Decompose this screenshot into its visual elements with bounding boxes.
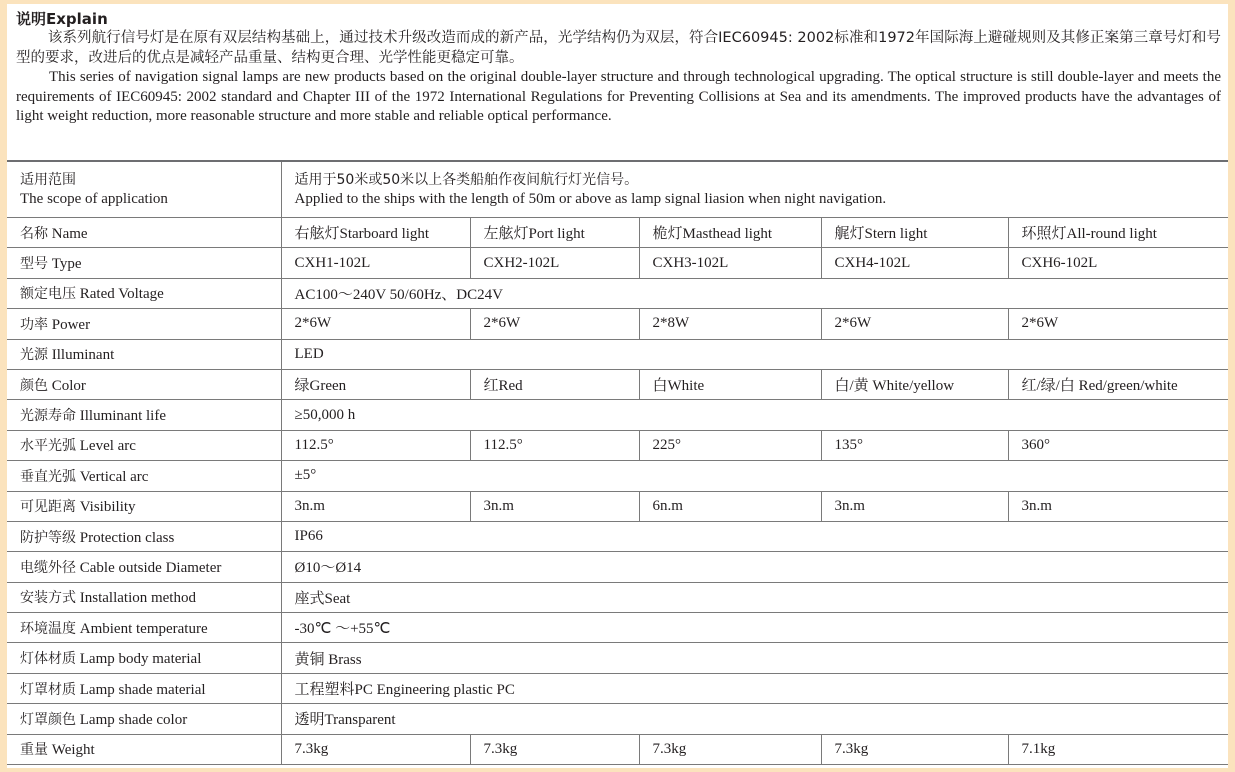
row-label — [7, 218, 281, 248]
table-cell: 7.3kg — [639, 734, 821, 764]
row-label-en: Lamp shade material — [79, 681, 206, 698]
row-label-en: Lamp shade color — [79, 711, 188, 728]
table-cell: 绿Green — [281, 369, 470, 399]
row-label-en: Rated Voltage — [79, 286, 164, 303]
row-label — [7, 400, 281, 430]
table-cell: -30℃ ～+55℃ — [281, 613, 1228, 643]
row-label — [7, 552, 281, 582]
row-label-en: Illuminant — [51, 347, 115, 364]
scope-value-en: Applied to the ships with the length of 50m or above as lamp signal liasion when night navigation. — [294, 190, 887, 207]
row-label-en: Installation method — [79, 590, 196, 607]
scope-value-cn: 适用于50米或50米以上各类船舶作夜间航行灯光信号。 — [294, 171, 639, 188]
table-row-scope — [7, 162, 1228, 218]
row-label-en: Weight — [51, 742, 95, 759]
row-label — [7, 704, 281, 734]
row-label-en: Illuminant life — [79, 408, 166, 425]
table-cell: 6n.m — [639, 491, 821, 521]
row-label — [7, 643, 281, 673]
scope-label-en: The scope of application — [20, 190, 168, 207]
table-cell: 桅灯Masthead light — [639, 218, 821, 248]
table-cell: 白/黄 White/yellow — [821, 369, 1008, 399]
row-label-cn: 额定电压 — [20, 286, 76, 303]
row-label — [7, 613, 281, 643]
table-row — [7, 248, 1228, 278]
row-label — [7, 461, 281, 491]
table-cell: 7.1kg — [1008, 734, 1228, 764]
table-cell: 2*8W — [639, 309, 821, 339]
table-cell: 112.5° — [281, 430, 470, 460]
table-cell: 2*6W — [1008, 309, 1228, 339]
table-row — [7, 673, 1228, 703]
row-label-en: Cable outside Diameter — [79, 559, 222, 576]
row-label-cn: 灯罩材质 — [20, 681, 76, 698]
row-label-en: Color — [51, 377, 86, 394]
table-cell: 工程塑料PC Engineering plastic PC — [281, 673, 1228, 703]
row-label — [7, 582, 281, 612]
row-label-en: Level arc — [79, 438, 136, 455]
table-cell: CXH4-102L — [821, 248, 1008, 278]
row-label-en: Name — [51, 225, 88, 242]
explain-title: 说明Explain — [16, 10, 108, 28]
row-label — [7, 430, 281, 460]
table-cell: 7.3kg — [470, 734, 639, 764]
explain-text-english: This series of navigation signal lamps are new products based on the original double-layer structure and through technological upgrading. The optical structure is still double-layer and meets the requirements of IEC60945: 2002 standard and Chapter III of the 1972 International Regulations for Preventing Collisions at Sea and its amendments. The improved products have the advantages of light weight reduction, more reasonable structure and more stable and reliable optical performance. — [16, 69, 1221, 124]
table-row — [7, 369, 1228, 399]
table-cell: 7.3kg — [821, 734, 1008, 764]
row-label-cn: 重量 — [20, 742, 48, 759]
table-cell: 左舷灯Port light — [470, 218, 639, 248]
table-cell: 红Red — [470, 369, 639, 399]
row-label-en: Protection class — [79, 529, 175, 546]
row-label — [7, 278, 281, 308]
row-label-cn: 名称 — [20, 225, 48, 242]
row-label-cn: 光源 — [20, 347, 48, 364]
row-label-cn: 灯体材质 — [20, 651, 76, 668]
table-cell: 2*6W — [821, 309, 1008, 339]
table-cell: 3n.m — [821, 491, 1008, 521]
row-label-cn: 光源寿命 — [20, 408, 76, 425]
table-cell: 右舷灯Starboard light — [281, 218, 470, 248]
row-label-en: Visibility — [79, 499, 136, 516]
row-label-cn: 颜色 — [20, 377, 48, 394]
table-cell: 座式Seat — [281, 582, 1228, 612]
table-cell: ±5° — [281, 461, 1228, 491]
table-cell: Ø10～Ø14 — [281, 552, 1228, 582]
table-row — [7, 521, 1228, 551]
row-label-en: Ambient temperature — [79, 620, 208, 637]
row-label-cn: 安装方式 — [20, 590, 76, 607]
table-cell: 红/绿/白 Red/green/white — [1008, 369, 1228, 399]
table-cell: 3n.m — [1008, 491, 1228, 521]
row-label — [7, 491, 281, 521]
table-cell: CXH6-102L — [1008, 248, 1228, 278]
table-cell: ≥50,000 h — [281, 400, 1228, 430]
row-label — [7, 309, 281, 339]
table-row — [7, 309, 1228, 339]
table-row — [7, 218, 1228, 248]
table-row — [7, 400, 1228, 430]
row-label-en: Vertical arc — [79, 468, 149, 485]
table-cell: 3n.m — [281, 491, 470, 521]
spec-sheet — [7, 4, 1228, 768]
table-row — [7, 704, 1228, 734]
row-label — [7, 248, 281, 278]
table-cell: 艉灯Stern light — [821, 218, 1008, 248]
table-cell: 7.3kg — [281, 734, 470, 764]
table-row — [7, 278, 1228, 308]
table-row — [7, 430, 1228, 460]
row-label-cn: 功率 — [20, 316, 48, 333]
explain-text-chinese: 该系列航行信号灯是在原有双层结构基础上，通过技术升级改造而成的新产品，光学结构仍为双层，符合IEC60945: 2002标准和1972年国际海上避碰规则及其修正案第三章号灯和号型的要求，改进后的优点是减轻产品重量、结构更合理、光学性能更稳定可靠。 — [16, 30, 1221, 66]
table-row — [7, 339, 1228, 369]
row-label — [7, 673, 281, 703]
row-label-cn: 可见距离 — [20, 499, 76, 516]
row-label-cn: 垂直光弧 — [20, 468, 76, 485]
table-cell: 白White — [639, 369, 821, 399]
table-row — [7, 582, 1228, 612]
table-cell: 225° — [639, 430, 821, 460]
table-cell: 360° — [1008, 430, 1228, 460]
table-cell: 环照灯All-round light — [1008, 218, 1228, 248]
table-cell: 2*6W — [281, 309, 470, 339]
table-cell: IP66 — [281, 521, 1228, 551]
scope-value — [281, 162, 1228, 218]
table-cell: 2*6W — [470, 309, 639, 339]
table-cell: LED — [281, 339, 1228, 369]
row-label-cn: 灯罩颜色 — [20, 711, 76, 728]
table-cell: 黄铜 Brass — [281, 643, 1228, 673]
table-row — [7, 734, 1228, 764]
row-label-cn: 电缆外径 — [20, 559, 76, 576]
table-row — [7, 552, 1228, 582]
table-cell: 135° — [821, 430, 1008, 460]
table-cell: 透明Transparent — [281, 704, 1228, 734]
table-row — [7, 643, 1228, 673]
table-cell: 3n.m — [470, 491, 639, 521]
row-label — [7, 339, 281, 369]
scope-label-cn: 适用范围 — [20, 171, 76, 188]
explain-section — [16, 10, 1221, 127]
spec-table — [7, 162, 1228, 765]
row-label-cn: 水平光弧 — [20, 438, 76, 455]
row-label-en: Type — [51, 256, 82, 273]
table-cell: 112.5° — [470, 430, 639, 460]
row-label-en: Power — [51, 316, 91, 333]
row-label — [7, 521, 281, 551]
row-label — [7, 162, 281, 218]
row-label — [7, 369, 281, 399]
table-row — [7, 461, 1228, 491]
table-cell: CXH1-102L — [281, 248, 470, 278]
row-label-en: Lamp body material — [79, 651, 202, 668]
row-label-cn: 防护等级 — [20, 529, 76, 546]
table-row — [7, 613, 1228, 643]
row-label-cn: 环境温度 — [20, 620, 76, 637]
row-label-cn: 型号 — [20, 256, 48, 273]
row-label — [7, 734, 281, 764]
table-cell: CXH3-102L — [639, 248, 821, 278]
table-row — [7, 491, 1228, 521]
table-cell: AC100～240V 50/60Hz、DC24V — [281, 278, 1228, 308]
table-cell: CXH2-102L — [470, 248, 639, 278]
